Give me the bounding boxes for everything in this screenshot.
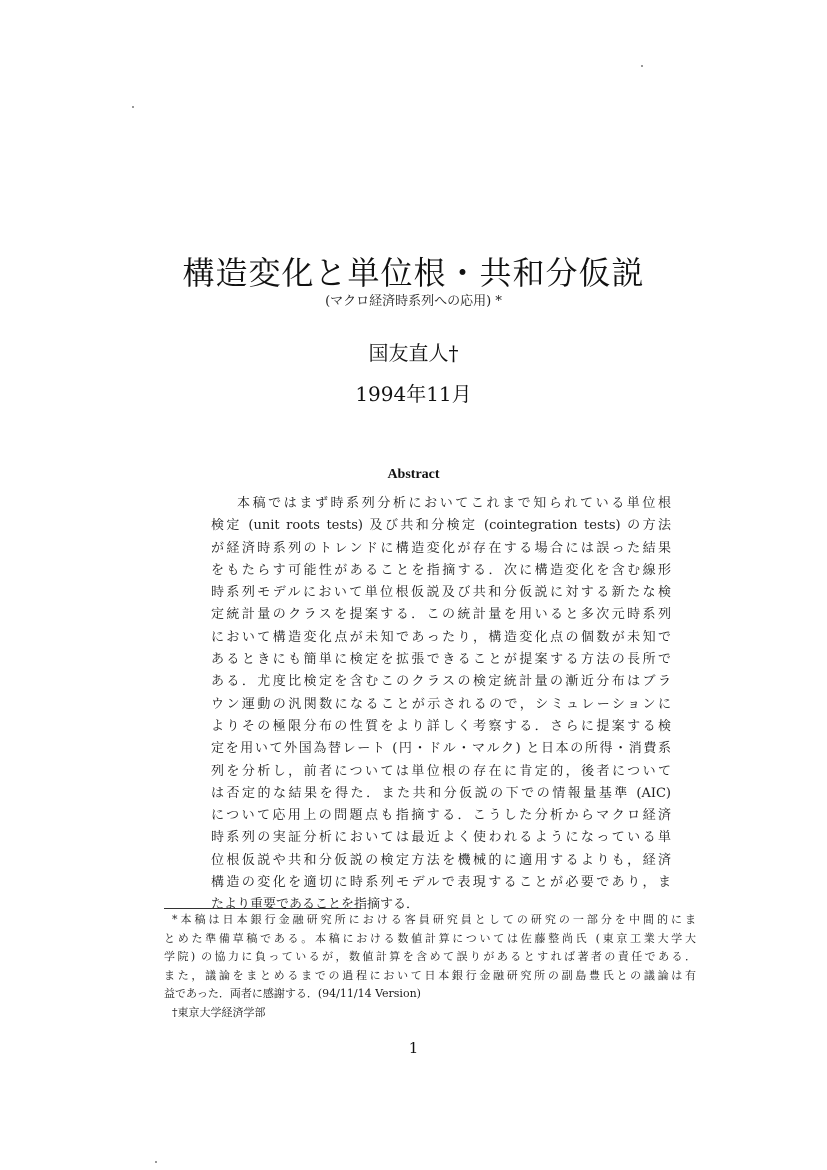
abstract-line: が経済時系列のトレンドに構造変化が存在する場合には誤った結果 <box>211 540 671 556</box>
abstract-line: あるときにも簡単に検定を拡張できることが提案する方法の長所で <box>211 652 671 668</box>
abstract-line: 検定 (unit roots tests) 及び共和分検定 (cointegration tests) の方法 <box>211 518 671 534</box>
abstract-line: 列を分析し，前者については単位根の存在に肯定的，後者について <box>211 763 671 779</box>
footnote-line: 学院) の協力に負っているが，数値計算を含めて誤りがあるとすれば著者の責任である． <box>164 950 696 963</box>
abstract-line: について応用上の問題点も指摘する．こうした分析からマクロ経済 <box>211 808 671 824</box>
abstract-line: ある．尤度比検定を含むこのクラスの検定統計量の漸近分布はブラ <box>211 674 671 690</box>
abstract-line: 定統計量のクラスを提案する．この統計量を用いると多次元時系列 <box>211 607 671 623</box>
abstract-line: は否定的な結果を得た．また共和分仮説の下での情報量基準 (AIC) <box>211 785 671 801</box>
abstract-line: たより重要であることを指摘する． <box>211 897 420 913</box>
abstract-line: 時系列の実証分析においては最近よく使われるようになっている単 <box>211 830 671 846</box>
abstract-line: において構造変化点が未知であったり，構造変化点の個数が未知で <box>211 629 671 645</box>
author-name: 国友直人† <box>368 341 459 365</box>
abstract-line: 定を用いて外国為替レート (円・ドル・マルク) と日本の所得・消費系 <box>211 741 671 757</box>
abstract-line: 本稿ではまず時系列分析においてこれまで知られている単位根 <box>237 496 671 511</box>
abstract-body <box>211 493 671 917</box>
footnote-affiliation: †東京大学経済学部 <box>172 1005 266 1019</box>
abstract-line: ウン運動の汎関数になることが示されるので，シミュレーションに <box>211 696 671 712</box>
footnote-line: また，議論をまとめるまでの過程において日本銀行金融研究所の副島豊氏との議論は有 <box>164 968 696 982</box>
paper-date: 1994年11月 <box>355 382 472 406</box>
footnote-line: *本稿は日本銀行金融研究所における客員研究員としての研究の一部分を中間的にま <box>172 913 696 926</box>
paper-subtitle: (マクロ経済時系列への応用) * <box>325 294 502 309</box>
abstract-line: よりその極限分布の性質をより詳しく考察する．さらに提案する検 <box>211 718 671 734</box>
scan-speck <box>155 1161 157 1163</box>
abstract-line: 位根仮説や共和分仮説の検定方法を機械的に適用するよりも，経済 <box>211 852 671 868</box>
abstract-line: をもたらす可能性があることを指摘する．次に構造変化を含む線形 <box>211 562 671 578</box>
abstract-line: 構造の変化を適切に時系列モデルで表現することが必要であり，ま <box>211 875 671 891</box>
scan-speck <box>641 65 643 67</box>
footnote-line: とめた準備草稿である。本稿における数値計算については佐藤整尚氏 (東京工業大学大 <box>164 931 696 945</box>
abstract-line: 時系列モデルにおいて単位根仮説及び共和分仮説に対する新たな検 <box>211 585 671 601</box>
footnote-divider <box>164 908 360 909</box>
paper-title: 構造変化と単位根・共和分仮説 <box>182 254 645 292</box>
footnotes <box>164 911 696 1022</box>
scan-speck <box>132 106 134 108</box>
page-number: 1 <box>408 1039 419 1057</box>
footnote-line: 益であった．両者に感謝する．(94/11/14 Version) <box>164 987 421 1000</box>
abstract-heading: Abstract <box>387 467 440 482</box>
